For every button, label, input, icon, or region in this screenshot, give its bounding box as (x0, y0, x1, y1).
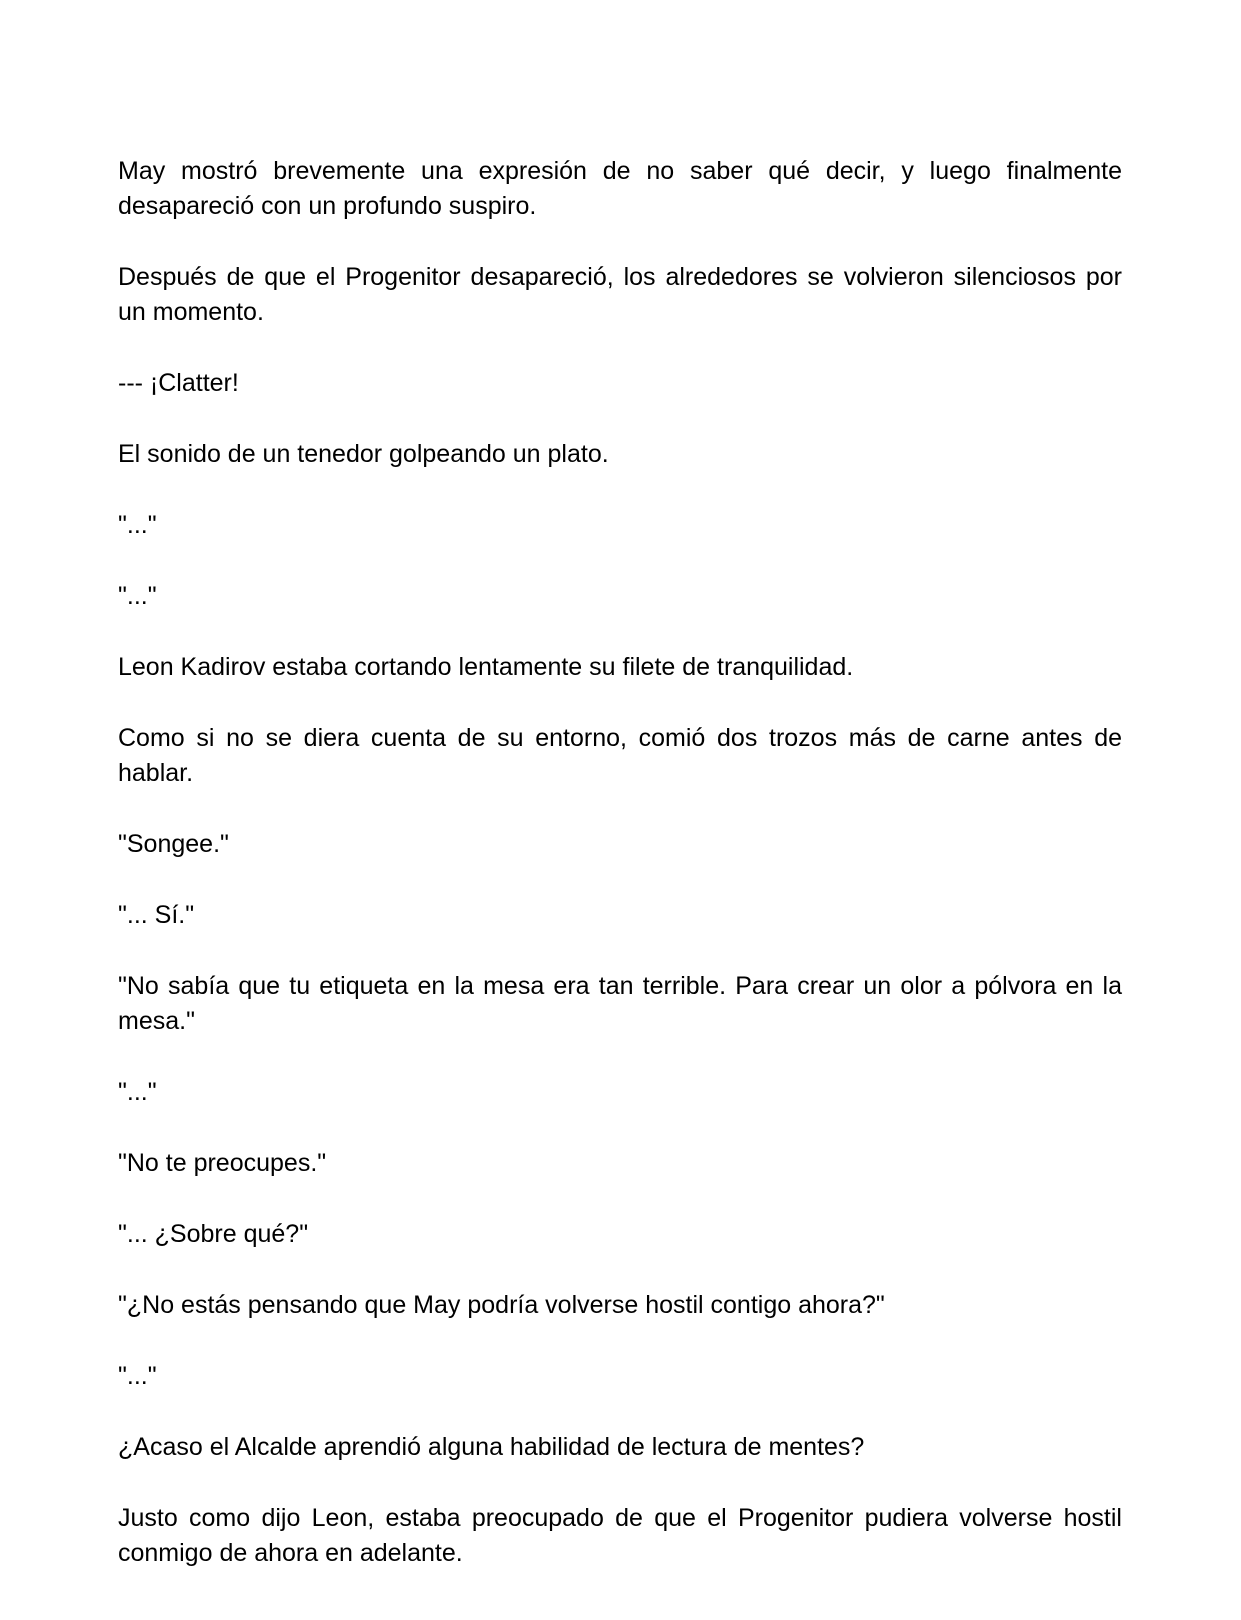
paragraph: Como si no se diera cuenta de su entorno, comió dos trozos más de carne antes de hablar. (118, 724, 1122, 787)
paragraph: "... ¿Sobre qué?" (118, 1220, 309, 1248)
paragraph: Justo como dijo Leon, estaba preocupado de que el Progenitor pudiera volverse hostil conmigo de ahora en adelante. (118, 1504, 1122, 1567)
paragraph: "..." (118, 511, 157, 539)
document-body (118, 154, 1122, 1607)
paragraph: ¿Acaso el Alcalde aprendió alguna habilidad de lectura de mentes? (118, 1433, 865, 1461)
paragraph: "¿No estás pensando que May podría volverse hostil contigo ahora?" (118, 1291, 885, 1319)
paragraph: El sonido de un tenedor golpeando un plato. (118, 440, 609, 468)
paragraph: Después de que el Progenitor desapareció, los alrededores se volvieron silenciosos por un momento. (118, 263, 1122, 326)
paragraph: "Songee." (118, 830, 229, 858)
paragraph: "..." (118, 1362, 157, 1390)
paragraph: Leon Kadirov estaba cortando lentamente su filete de tranquilidad. (118, 653, 854, 681)
paragraph: May mostró brevemente una expresión de no saber qué decir, y luego finalmente desapareció con un profundo suspiro. (118, 157, 1122, 220)
paragraph: --- ¡Clatter! (118, 369, 239, 397)
paragraph: "..." (118, 582, 157, 610)
paragraph: "No sabía que tu etiqueta en la mesa era tan terrible. Para crear un olor a pólvora en la mesa." (118, 972, 1122, 1035)
paragraph: "..." (118, 1078, 157, 1106)
paragraph: "No te preocupes." (118, 1149, 327, 1177)
paragraph: "... Sí." (118, 901, 195, 929)
